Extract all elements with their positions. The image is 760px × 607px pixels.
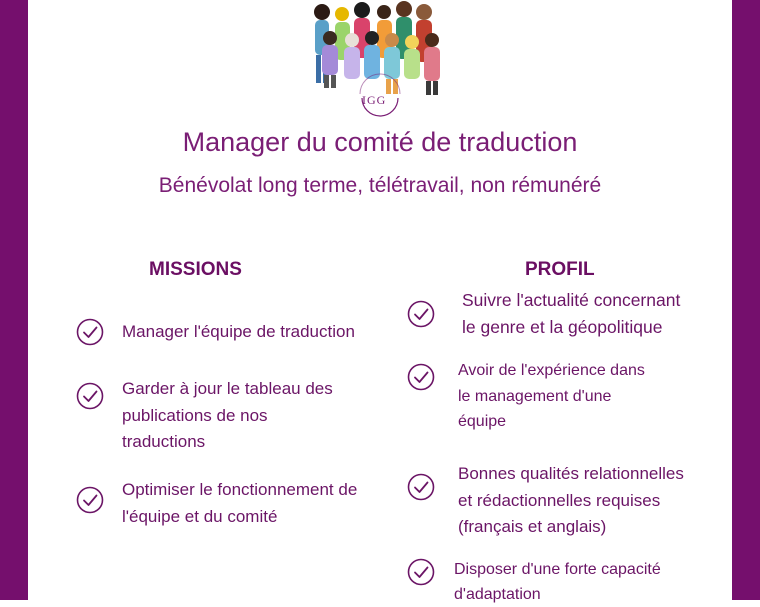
mission-item [122,376,333,456]
mission-line: l'équipe et du comité [122,506,278,526]
check-circle-icon [407,473,435,501]
profil-line: et rédactionnelles requises [458,490,661,510]
profil-line: Bonnes qualités relationnelles [458,464,684,483]
profil-item [458,358,645,435]
profil-line: le genre et la géopolitique [462,316,663,337]
profil-item [458,461,684,541]
profil-line: Disposer d'une forte capacité [454,561,661,578]
profil-line: le management d'une [458,387,612,405]
mission-item [122,477,357,530]
right-border [732,0,760,600]
left-border [0,0,28,600]
check-circle-icon [407,558,435,586]
mission-line: Manager l'équipe de traduction [122,322,355,341]
check-circle-icon [76,318,104,346]
profil-line: d'adaptation [454,586,541,603]
check-circle-icon [407,300,435,328]
mission-line: publications de nos [122,405,268,425]
check-circle-icon [76,486,104,514]
profil-line: équipe [458,413,507,430]
check-circle-icon [407,363,435,391]
profil-line: (français et anglais) [458,517,607,536]
profil-line: Suivre l'actualité concernant [462,290,681,310]
profil-line: Avoir de l'expérience dans [458,362,645,379]
page-subtitle: Bénévolat long terme, télétravail, non rémunéré [158,174,602,197]
logo-text: IGG [362,93,387,107]
missions-heading: MISSIONS [149,259,242,280]
mission-item [122,319,355,346]
profil-item [462,287,680,340]
mission-line: Garder à jour le tableau des [122,379,333,398]
profil-heading: PROFIL [525,259,595,280]
mission-line: traductions [122,432,206,451]
check-circle-icon [76,382,104,410]
page-title: Manager du comité de traduction [182,127,578,157]
mission-line: Optimiser le fonctionnement de [122,480,358,499]
